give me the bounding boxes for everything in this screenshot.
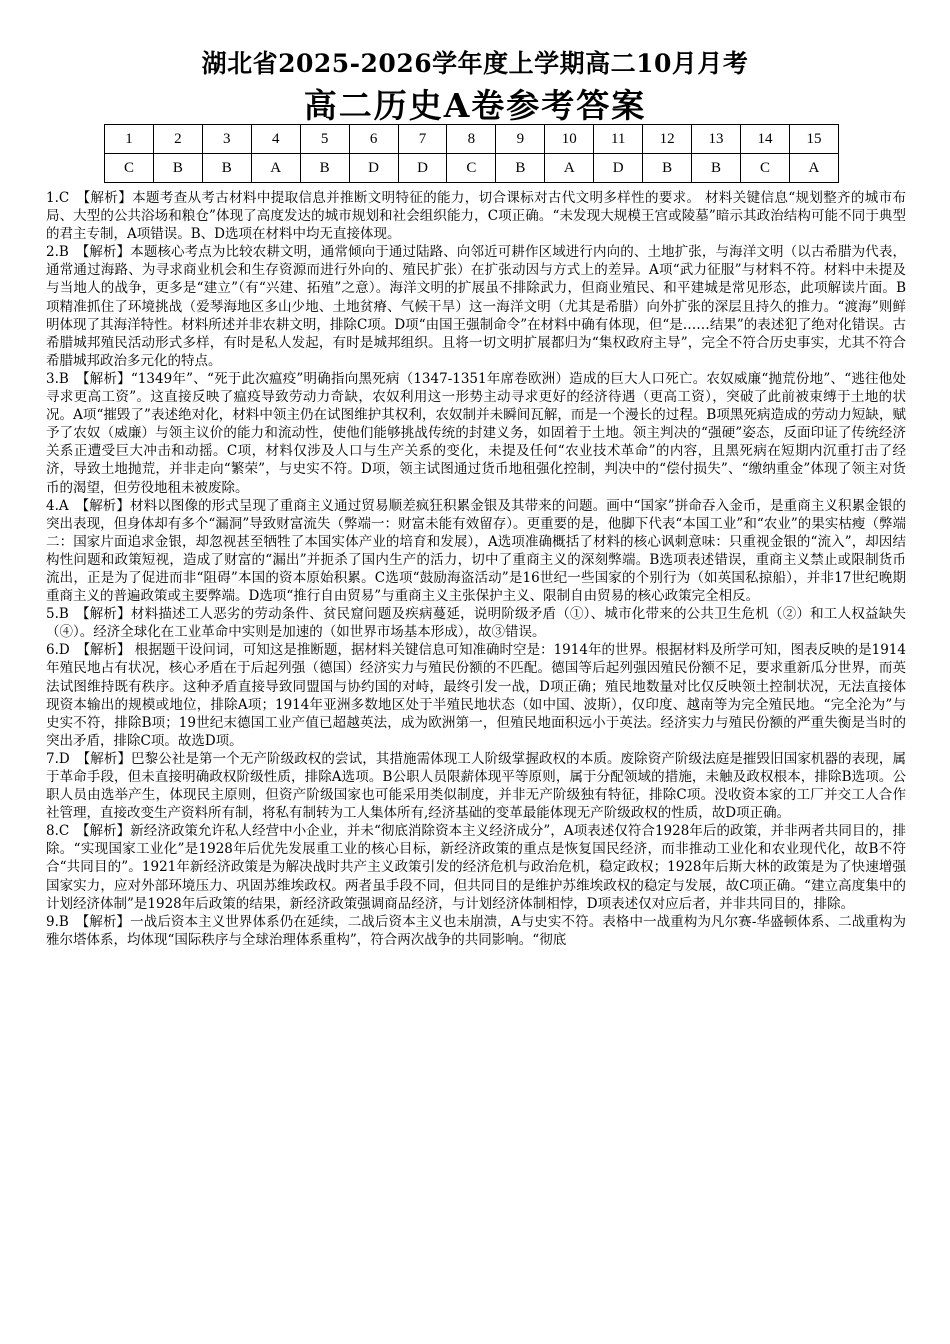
answer-cell: A xyxy=(545,154,594,183)
question-number: 12 xyxy=(643,125,692,154)
question-number: 11 xyxy=(594,125,643,154)
answer-cell: D xyxy=(349,154,398,183)
explanation-item: 9.B 【解析】一战后资本主义世界体系仍在延续，二战后资本主义也未崩溃，A与史实不符。表格中一战重构为凡尔赛-华盛顿体系、二战重构为雅尔塔体系，均体现“国际秩序与全球治理体系重构”，符合两次战争的共同影响。“彻底 xyxy=(46,913,906,948)
explanation-item: 8.C 【解析】新经济政策允许私人经营中小企业，并未“彻底消除资本主义经济成分”，A项表述仅符合1928年后的政策，并非两者共同目的，排除。“实现国家工业化”是1928年后优先发展重工业的核心目标，新经济政策的重点是恢复国民经济，而非推动工业化和农业现代化，故B不符合“共同目的”。1921年新经济政策是为解决战时共产主义政策引发的经济危机与政治危机，稳定政权；1928年后斯大林的政策是为了快速增强国家实力，应对外部环境压力、巩固苏维埃政权。两者虽手段不同，但共同目的是维护苏维埃政权的稳定与发展，故C项正确。“建立高度集中的计划经济体制”是1928年后政策的结果，新经济政策强调商品经济，与计划经济体制相悖，D项表述仅对应后者，并非共同目的，排除。 xyxy=(46,823,906,912)
question-number: 7 xyxy=(398,125,447,154)
answer-cell: C xyxy=(740,154,789,183)
answer-table xyxy=(104,124,839,183)
question-number: 2 xyxy=(153,125,202,154)
explanation-item: 2.B 【解析】本题核心考点为比较农耕文明，通常倾向于通过陆路、向邻近可耕作区域进行内向的、土地扩张，与海洋文明（以古希腊为代表，通常通过海路、为寻求商业机会和生存资源而进行外向的、殖民扩张）在扩张动因与方式上的差异。A项“武力征服”与材料不符。材料中未提及与当地人的战争，更多是“建立”（有“兴建、拓殖”之意）。海洋文明的扩展虽不排除武力，但商业殖民、和平建城是常见形态，此项解读片面。B项精准抓住了环境挑战（爱琴海地区多山少地、土地贫瘠、气候干旱）这一海洋文明（尤其是希腊）向外扩张的深层且持久的推力。“渡海”则鲜明体现了其海洋特性。材料所述并非农耕文明，排除C项。D项“由国王强制命令”在材料中确有体现，但“是……结果”的表述犯了绝对化错误。古希腊城邦殖民活动形式多样，有时是私人发起，有时是城邦组织。且将一切文明扩展都归为“集权政府主导”，完全不符合历史事实，尤其不符合希腊城邦政治多元化的特点。 xyxy=(46,244,906,369)
answer-cell: D xyxy=(398,154,447,183)
question-number: 13 xyxy=(692,125,741,154)
answer-key-title: 高二历史A卷参考答案 xyxy=(303,86,647,125)
explanations xyxy=(46,189,906,949)
answer-cell: B xyxy=(153,154,202,183)
answer-cell: C xyxy=(105,154,154,183)
answer-cell: A xyxy=(251,154,300,183)
answer-cell: D xyxy=(594,154,643,183)
explanation-item: 5.B 【解析】材料描述工人恶劣的劳动条件、贫民窟问题及疾病蔓延，说明阶级矛盾（①）、城市化带来的公共卫生危机（②）和工人权益缺失（④）。经济全球化在工业革命中实则是加速的（如世界市场基本形成），故③错误。 xyxy=(46,606,906,641)
question-number: 1 xyxy=(105,125,154,154)
question-number: 8 xyxy=(447,125,496,154)
answer-row xyxy=(105,154,839,183)
question-number: 10 xyxy=(545,125,594,154)
explanation-item: 6.D 【解析】 根据题干设问词，可知这是推断题，据材料关键信息可知准确时空是：1914年的世界。根据材料及所学可知，图表反映的是1914年殖民地占有状况，核心矛盾在于后起列强（德国）经济实力与殖民份额的不匹配。德国等后起列强因殖民份额不足，要求重新瓜分世界，而英法试图维持既有秩序。这种矛盾直接导致同盟国与协约国的对峙，最终引发一战，D项正确；殖民地数量对比仅反映领土控制状况，无法直接体现资本输出的规模或地位，排除A项；1914年亚洲多数地区处于半殖民地状态（如中国、波斯），仅印度、越南等为完全殖民地。“完全沦为”与史实不符，排除B项；19世纪末德国工业产值已超越英法，成为欧洲第一，但殖民地面积远小于英法。经济实力与殖民份额的严重失衡是当时的突出矛盾，排除C项。故选D项。 xyxy=(46,642,906,749)
explanation-item: 1.C 【解析】本题考查从考古材料中提取信息并推断文明特征的能力，切合课标对古代文明多样性的要求。 材料关键信息“规划整齐的城市布局、大型的公共浴场和粮仓”体现了高度发达的城市规划和社会组织能力，C项正确。“未发现大规模王宫或陵墓”暗示其政治结构可能不同于典型的君主专制，A项错误。B、D选项在材料中均无直接体现。 xyxy=(46,190,906,243)
question-number: 14 xyxy=(740,125,789,154)
answer-cell: B xyxy=(496,154,545,183)
answer-cell: B xyxy=(300,154,349,183)
exam-title: 湖北省2025-2026学年度上学期高二10月月考 xyxy=(201,49,749,78)
explanation-item: 7.D 【解析】巴黎公社是第一个无产阶级政权的尝试，其措施需体现工人阶级掌握政权的本质。废除资产阶级法庭是摧毁旧国家机器的表现，属于革命手段，但未直接明确政权阶级性质，排除A选项。B公职人员限薪体现平等原则，属于分配领域的措施，未触及政权根本，排除B选项。公职人员由选举产生，体现民主原则，但资产阶级国家也可能采用类似制度，并非无产阶级独有特征，排除C项。没收资本家的工厂并交工人合作社管理，直接改变生产资料所有制，将私有制转为工人集体所有,经济基础的变革最能体现无产阶级政权的性质，故D项正确。 xyxy=(46,750,906,822)
question-number: 6 xyxy=(349,125,398,154)
question-number: 15 xyxy=(789,125,838,154)
question-number: 9 xyxy=(496,125,545,154)
explanation-item: 4.A 【解析】材料以图像的形式呈现了重商主义通过贸易顺差疯狂积累金银及其带来的问题。画中“国家”拼命吞入金币，是重商主义积累金银的突出表现，但身体却有多个“漏洞”导致财富流失（弊端一：财富未能有效留存）。更重要的是，他脚下代表“本国工业”和“农业”的果实枯瘦（弊端二：国家片面追求金银，却忽视甚至牺牲了本国实体产业的培育和发展），A选项准确概括了材料的核心讽刺意味：只重视金银的“流入”，却因结构性问题和政策短视，造成了财富的“漏出”并扼杀了国内生产的活力，切中了重商主义的深刻弊端。B选项表述错误，重商主义禁止或限制货币流出，正是为了促进而非“阻碍”本国的资本原始积累。C选项“鼓励海盗活动”是16世纪一些国家的个别行为（如英国私掠船），并非17世纪晚期重商主义的普遍政策或主要弊端。D选项“推行自由贸易”与重商主义主张保护主义、限制自由贸易的核心政策完全相反。 xyxy=(46,497,906,605)
explanation-item: 3.B 【解析】“1349年”、“死于此次瘟疫”明确指向黑死病（1347-1351年席卷欧洲）造成的巨大人口死亡。农奴威廉“抛荒份地”、“逃往他处寻求更高工资”。这直接反映了瘟疫导致劳动力奇缺，农奴利用这一形势主动寻求更好的经济待遇（更高工资），突破了此前被束缚于土地的状况。A项“摧毁了”表述绝对化，材料中领主仍在试图维护其权利，农奴制并未瞬间瓦解，而是一个漫长的过程。B项黑死病造成的劳动力短缺，赋予了农奴（威廉）与领主议价的能力和流动性，使他们能够挑战传统的封建义务，如固着于土地。领主判决的“强硬”姿态，反面印证了传统经济关系正遭受巨大冲击和动摇。C项，材料仅涉及人口与生产关系的变化，未提及任何“农业技术革命”的内容，且黑死病在短期内沉重打击了经济，导致土地抛荒，并非走向“繁荣”，与史实不符。D项，领主试图通过货币地租强化控制，判决中的“偿付损失”、“缴纳重金”体现了领主对货币的渴望，但劳役地租未被废除。 xyxy=(46,370,906,496)
answer-cell: A xyxy=(789,154,838,183)
question-number: 5 xyxy=(300,125,349,154)
question-number: 3 xyxy=(202,125,251,154)
answer-cell: B xyxy=(692,154,741,183)
question-number: 4 xyxy=(251,125,300,154)
question-number-row xyxy=(105,125,839,154)
answer-cell: B xyxy=(202,154,251,183)
answer-cell: C xyxy=(447,154,496,183)
answer-cell: B xyxy=(643,154,692,183)
